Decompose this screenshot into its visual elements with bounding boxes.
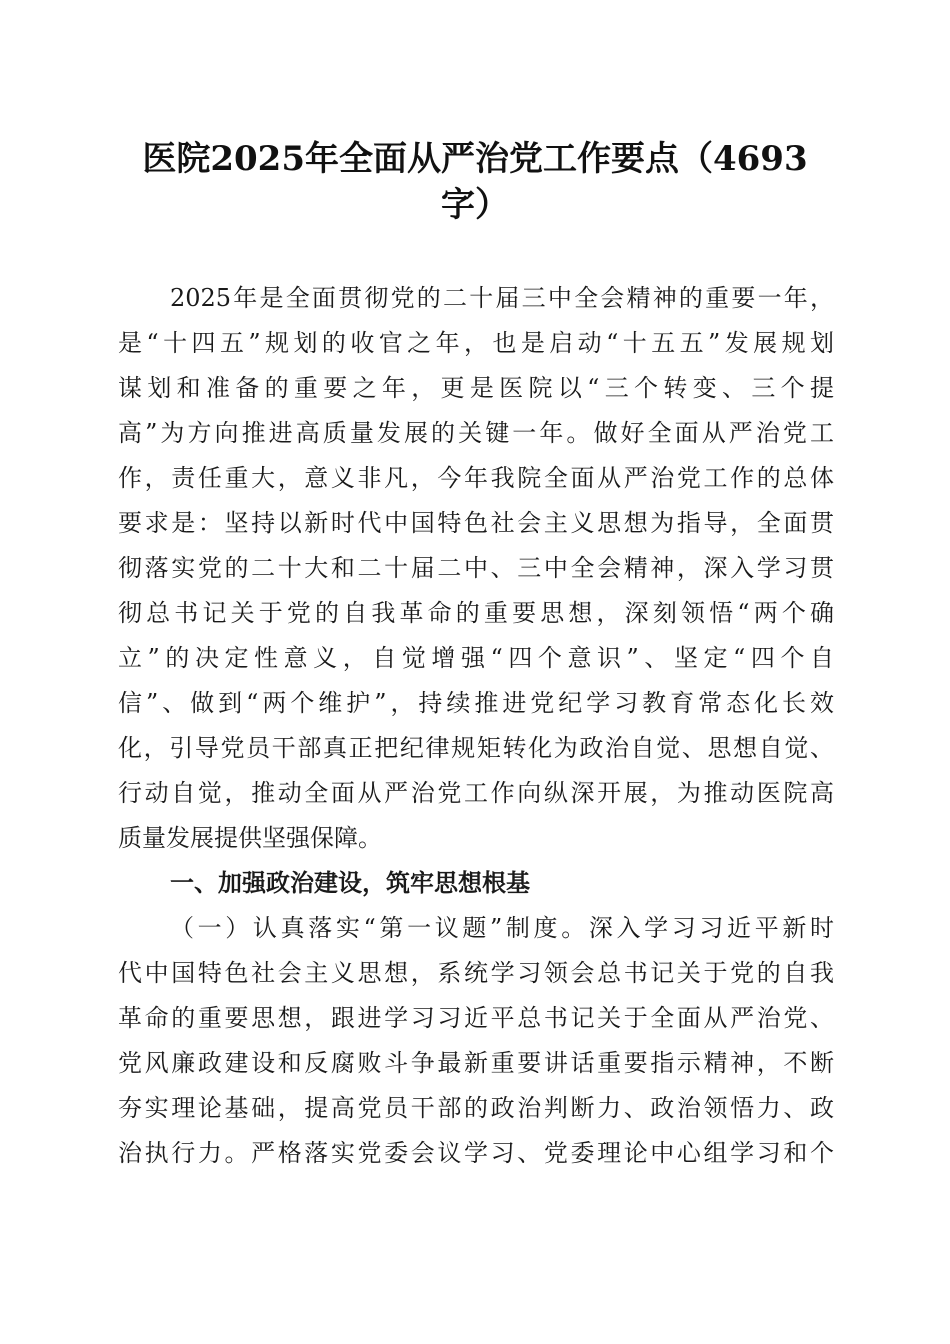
section-heading: 一、加强政治建设，筑牢思想根基 (170, 869, 530, 897)
text-line: 是“十四五”规划的收官之年，也是启动“十五五”发展规划 (118, 329, 834, 357)
title-line-1: 医院2025年全面从严治党工作要点（4693 (142, 139, 808, 179)
text-line: 夯实理论基础，提高党员干部的政治判断力、政治领悟力、政 (118, 1094, 834, 1122)
text-line: 行动自觉，推动全面从严治党工作向纵深开展，为推动医院高 (118, 779, 834, 807)
text-line: 高”为方向推进高质量发展的关键一年。做好全面从严治党工 (118, 419, 834, 447)
text-line: 要求是：坚持以新时代中国特色社会主义思想为指导，全面贯 (118, 509, 834, 537)
paragraph-first-topic (118, 914, 834, 1184)
text-line: 质量发展提供坚强保障。 (118, 824, 382, 852)
text-line: 谋划和准备的重要之年，更是医院以“三个转变、三个提 (118, 374, 834, 402)
text-line: 治执行力。严格落实党委会议学习、党委理论中心组学习和个 (118, 1139, 834, 1167)
text-line: 2025年是全面贯彻党的二十届三中全会精神的重要一年， (170, 284, 834, 312)
document-title (0, 136, 950, 228)
text-line: 彻总书记关于党的自我革命的重要思想，深刻领悟“两个确 (118, 599, 834, 627)
text-line: 代中国特色社会主义思想，系统学习领会总书记关于党的自我 (118, 959, 834, 987)
text-line: 革命的重要思想，跟进学习习近平总书记关于全面从严治党、 (118, 1004, 834, 1032)
text-line: 党风廉政建设和反腐败斗争最新重要讲话重要指示精神，不断 (118, 1049, 834, 1077)
text-line: 彻落实党的二十大和二十届二中、三中全会精神，深入学习贯 (118, 554, 834, 582)
title-line-2: 字） (441, 185, 509, 225)
text-line: 信”、做到“两个维护”，持续推进党纪学习教育常态化长效 (118, 689, 834, 717)
document-body (118, 284, 834, 1184)
text-line: （一）认真落实“第一议题”制度。深入学习习近平新时 (170, 914, 834, 942)
text-line: 立”的决定性意义，自觉增强“四个意识”、坚定“四个自 (118, 644, 834, 672)
paragraph-intro (118, 284, 834, 869)
text-line: 化，引导党员干部真正把纪律规矩转化为政治自觉、思想自觉、 (118, 734, 834, 762)
text-line: 作，责任重大，意义非凡，今年我院全面从严治党工作的总体 (118, 464, 834, 492)
